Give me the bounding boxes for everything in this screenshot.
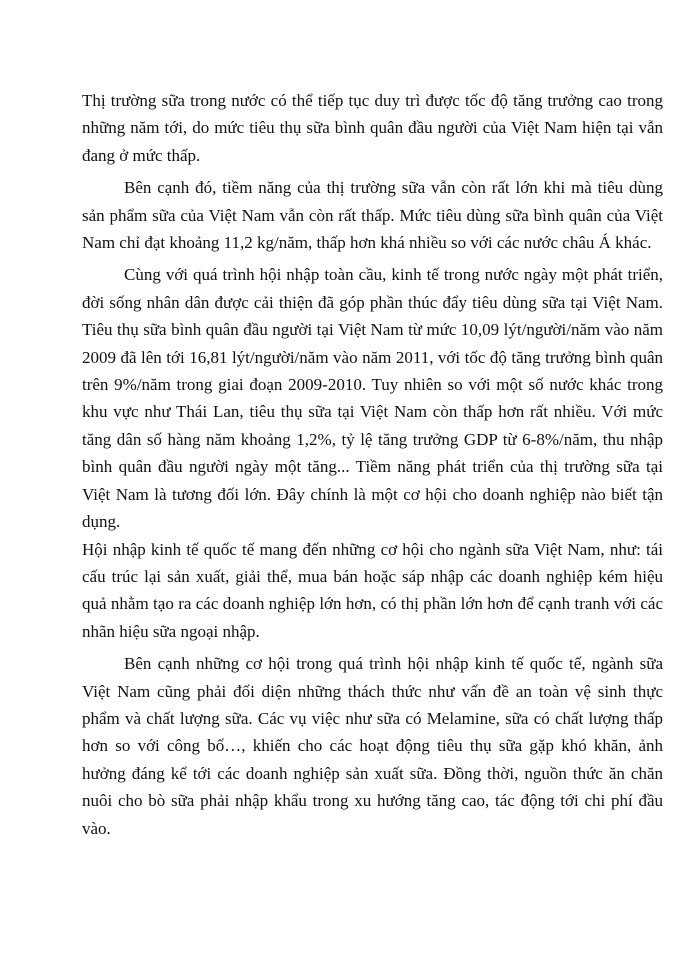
paragraph-market-potential: Bên cạnh đó, tiềm năng của thị trường sữa vẫn còn rất lớn khi mà tiêu dùng sản phẩm sữa của Việt Nam vẫn còn rất thấp. Mức tiêu dùng sữa bình quân của Việt Nam chỉ đạt khoảng 11,2 kg/năm, thấp hơn khá nhiều so với các nước châu Á khác.: [82, 178, 663, 253]
paragraph-consumption-growth: Cùng với quá trình hội nhập toàn cầu, kinh tế trong nước ngày một phát triển, đời sống nhân dân được cải thiện đã góp phần thúc đẩy tiêu dùng sữa tại Việt Nam. Tiêu thụ sữa bình quân đầu người tại Việt Nam từ mức 10,09 lýt/người/năm vào năm 2009 đã lên tới 16,81 lýt/người/năm vào năm 2011, với tốc độ tăng trưởng bình quân trên 9%/năm trong giai đoạn 2009-2010. Tuy nhiên so với một số nước khác trong khu vực như Thái Lan, tiêu thụ sữa tại Việt Nam còn thấp hơn rất nhiều. Với mức tăng dân số hàng năm khoảng 1,2%, tỷ lệ tăng trưởng GDP từ 6-8%/năm, thu nhập bình quân đầu người ngày một tăng... Tiềm năng phát triển của thị trường sữa tại Việt Nam là tương đối lớn. Đây chính là một cơ hội cho doanh nghiệp nào biết tận dụng.: [82, 265, 663, 532]
paragraph-integration-challenges: Bên cạnh những cơ hội trong quá trình hội nhập kinh tế quốc tế, ngành sữa Việt Nam cũng phải đối diện những thách thức như vấn đề an toàn vệ sinh thực phẩm và chất lượng sữa. Các vụ việc như sữa có Melamine, sữa có chất lượng thấp hơn so với công bố…, khiến cho các hoạt động tiêu thụ sữa gặp khó khăn, ảnh hưởng đáng kể tới các doanh nghiệp sản xuất sữa. Đồng thời, nguồn thức ăn chăn nuôi cho bò sữa phải nhập khẩu trong xu hướng tăng cao, tác động tới chi phí đầu vào.: [82, 654, 663, 838]
document-body: [82, 87, 663, 842]
paragraph-integration-opportunities: Hội nhập kinh tế quốc tế mang đến những cơ hội cho ngành sữa Việt Nam, như: tái cấu trúc lại sản xuất, giải thể, mua bán hoặc sáp nhập các doanh nghiệp kém hiệu quả nhằm tạo ra các doanh nghiệp lớn hơn, có thị phần lớn hơn để cạnh tranh với các nhãn hiệu sữa ngoại nhập.: [82, 539, 663, 641]
paragraph-domestic-market: Thị trường sữa trong nước có thể tiếp tục duy trì được tốc độ tăng trưởng cao trong những năm tới, do mức tiêu thụ sữa bình quân đầu người của Việt Nam hiện tại vẫn đang ở mức thấp.: [82, 91, 663, 165]
